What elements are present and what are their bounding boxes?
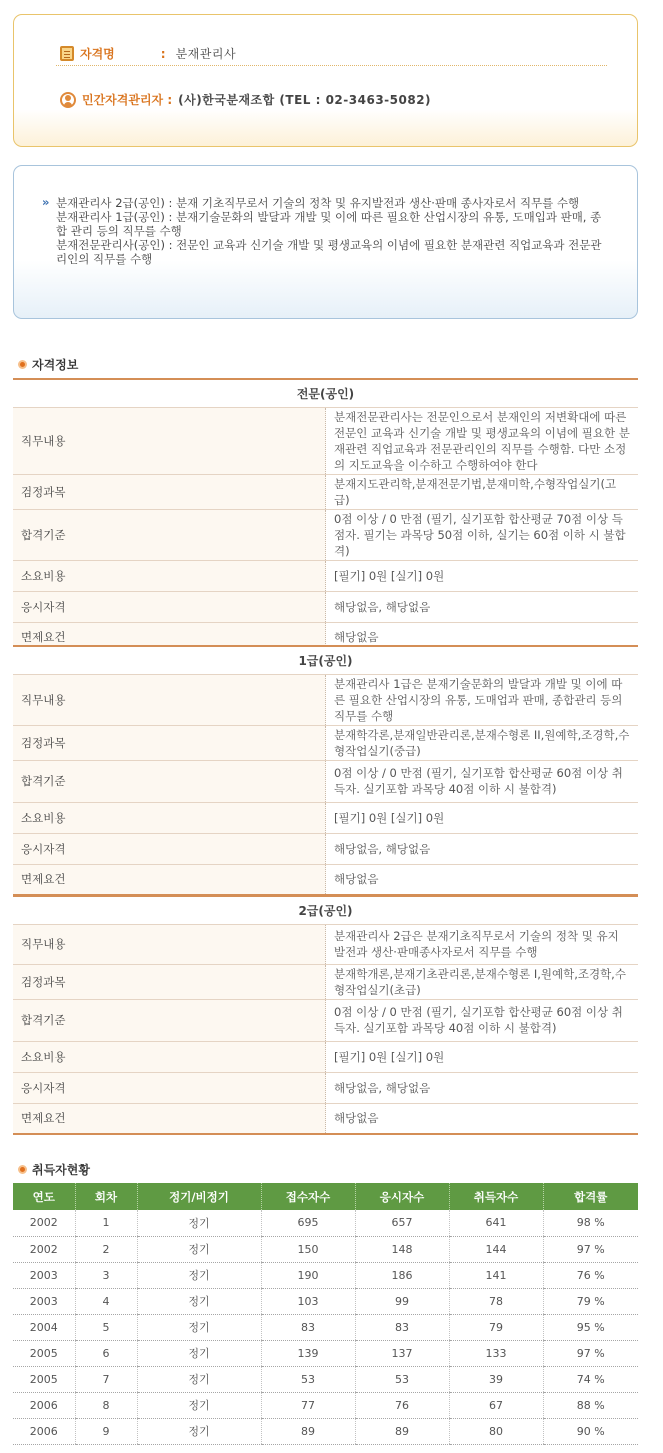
grade-row-value: 분재학각론,분재일반관리론,분재수형론 II,원예학,조경학,수형작업실기(중급): [326, 725, 639, 760]
stats-cell: 141: [449, 1262, 543, 1288]
stats-cell: 39: [449, 1366, 543, 1392]
grade-row-value: 분재지도관리학,분재전문기법,분재미학,수형작업실기(고급): [326, 474, 639, 509]
stats-header-cell: 합격률: [543, 1183, 638, 1210]
grade-row-label: 응시자격: [13, 1072, 326, 1103]
stats-cell: 정기: [137, 1314, 261, 1340]
qualification-section-label: 자격정보: [32, 358, 79, 372]
grade-row-value: 분재전문관리사는 전문인으로서 분재인의 저변확대에 따른 전문인 교육과 신기술 개발 및 평생교육의 이념에 필요한 분재관련 직업교육과 전문관리인의 직무를 수행함. 다만 소정의 지도교육을 이수하고 수행하여야 한다: [326, 407, 639, 474]
user-icon: [60, 92, 76, 108]
grade-row-value: 0점 이상 / 0 만점 (필기, 실기포함 합산평균 60점 이상 취득자. 실기포함 과목당 40점 이하 시 불합격): [326, 999, 639, 1041]
grade-row-label: 직무내용: [13, 407, 326, 474]
grade-row-value: 해당없음, 해당없음: [326, 833, 639, 864]
grade-row: [13, 1072, 638, 1103]
stats-cell: 80: [449, 1418, 543, 1444]
stats-cell: 103: [261, 1288, 355, 1314]
stats-cell: 77: [261, 1392, 355, 1418]
description-item: 분재전문관리사(공인) : 전문인 교육과 신기술 개발 및 평생교육의 이념에 필요한 분재관련 직업교육과 전문관리인의 직무를 수행: [56, 238, 602, 266]
cert-name-row: [60, 45, 236, 62]
stats-header-cell: 연도: [13, 1183, 75, 1210]
stats-cell: 2002: [13, 1210, 75, 1236]
cert-name-value: 분재관리사: [175, 47, 237, 61]
grade-row: [13, 924, 638, 964]
stats-header-row: [13, 1183, 638, 1210]
stats-row: [13, 1314, 638, 1340]
document-icon: [60, 46, 74, 61]
grade-row-value: 0점 이상 / 0 만점 (필기, 실기포함 합산평균 70점 이상 득점자. 필기는 과목당 50점 이하, 실기는 60점 이하 시 불합격): [326, 509, 639, 560]
stats-cell: 89: [261, 1418, 355, 1444]
stats-cell: 144: [449, 1236, 543, 1262]
stats-row: [13, 1366, 638, 1392]
stats-header-cell: 응시자수: [355, 1183, 449, 1210]
grade-row-label: 검정과목: [13, 474, 326, 509]
grade-row-label: 면제요건: [13, 622, 326, 653]
cert-name-label: 자격명: [80, 47, 115, 61]
stats-cell: 90 %: [543, 1418, 638, 1444]
stats-cell: 190: [261, 1262, 355, 1288]
stats-cell: 98 %: [543, 1210, 638, 1236]
stats-cell: 5: [75, 1314, 137, 1340]
stats-cell: 2003: [13, 1262, 75, 1288]
stats-cell: 6: [75, 1340, 137, 1366]
grade-row-label: 직무내용: [13, 674, 326, 725]
manager-value: (사)한국분재조합 (TEL : 02-3463-5082): [178, 93, 432, 107]
stats-cell: 95 %: [543, 1314, 638, 1340]
cert-name-separator: :: [160, 46, 166, 61]
stats-cell: 133: [449, 1340, 543, 1366]
stats-cell: 79: [449, 1314, 543, 1340]
grade-row-label: 소요비용: [13, 1041, 326, 1072]
stats-cell: 4: [75, 1288, 137, 1314]
grade-row-label: 합격기준: [13, 509, 326, 560]
stats-cell: 186: [355, 1262, 449, 1288]
grade-row-label: 면제요건: [13, 1103, 326, 1134]
stats-row: [13, 1236, 638, 1262]
certification-info-box: [13, 14, 638, 147]
stats-cell: 76: [355, 1392, 449, 1418]
stats-header-cell: 접수자수: [261, 1183, 355, 1210]
stats-cell: 89: [355, 1418, 449, 1444]
stats-cell: 78: [449, 1288, 543, 1314]
stats-cell: 2004: [13, 1314, 75, 1340]
stats-cell: 2: [75, 1236, 137, 1262]
stats-cell: 695: [261, 1210, 355, 1236]
stats-cell: 53: [355, 1366, 449, 1392]
grade-row-value: 해당없음, 해당없음: [326, 1072, 639, 1103]
stats-table-body: [13, 1210, 638, 1444]
grade-row-label: 응시자격: [13, 591, 326, 622]
stats-cell: 정기: [137, 1418, 261, 1444]
stats-row: [13, 1340, 638, 1366]
stats-cell: 641: [449, 1210, 543, 1236]
grade-row-value: 분재관리사 2급은 분재기초직무로서 기술의 정착 및 유지 발전과 생산·판매종사자로서 직무를 수행: [326, 924, 639, 964]
section-bullet-icon: [18, 1165, 27, 1174]
stats-cell: 657: [355, 1210, 449, 1236]
grade-table-level1: [13, 645, 638, 896]
stats-cell: 2006: [13, 1392, 75, 1418]
grade-row: [13, 999, 638, 1041]
grade-row-value: [필기] 0원 [실기] 0원: [326, 802, 639, 833]
stats-row: [13, 1288, 638, 1314]
manager-row: [60, 91, 431, 108]
stats-cell: 97 %: [543, 1340, 638, 1366]
manager-label: 민간자격관리자 :: [82, 93, 173, 107]
grade-row-value: 0점 이상 / 0 만점 (필기, 실기포함 합산평균 60점 이상 취득자. 실기포함 과목당 40점 이하 시 불합격): [326, 760, 639, 802]
grade-row: [13, 509, 638, 560]
stats-cell: 67: [449, 1392, 543, 1418]
grade-row-label: 직무내용: [13, 924, 326, 964]
grade-row-label: 면제요건: [13, 864, 326, 895]
grade-row-value: 해당없음: [326, 864, 639, 895]
grade-row: [13, 560, 638, 591]
grade-row-value: 분재관리사 1급은 분재기술문화의 발달과 개발 및 이에 따른 필요한 산업시장의 유통, 도매업과 판매, 종합관리 등의 직무를 수행: [326, 674, 639, 725]
acquisition-stats-table: [13, 1183, 638, 1445]
stats-row: [13, 1418, 638, 1444]
stats-header-cell: 회차: [75, 1183, 137, 1210]
grade-row-label: 소요비용: [13, 802, 326, 833]
grade-row-value: [필기] 0원 [실기] 0원: [326, 560, 639, 591]
stats-cell: 137: [355, 1340, 449, 1366]
grade-row-label: 합격기준: [13, 999, 326, 1041]
grade-row: [13, 964, 638, 999]
stats-cell: 9: [75, 1418, 137, 1444]
grade-row: [13, 407, 638, 474]
grade-row-value: 해당없음: [326, 1103, 639, 1134]
grade-title: 전문(공인): [13, 379, 638, 407]
stats-cell: 1: [75, 1210, 137, 1236]
stats-cell: 139: [261, 1340, 355, 1366]
description-list: [42, 196, 612, 266]
grade-row-value: 분재학개론,분재기초관리론,분재수형론 I,원예학,조경학,수형작업실기(초급): [326, 964, 639, 999]
qualification-section-title: [18, 356, 78, 373]
grade-row: [13, 674, 638, 725]
stats-row: [13, 1210, 638, 1236]
stats-cell: 99: [355, 1288, 449, 1314]
description-item: 분재관리사 1급(공인) : 분재기술문화의 발달과 개발 및 이에 따른 필요한 산업시장의 유통, 도매입과 판매, 종합 관리 등의 직무를 수행: [56, 210, 602, 238]
grade-row: [13, 802, 638, 833]
stats-cell: 7: [75, 1366, 137, 1392]
grade-table-expert: [13, 378, 638, 654]
grade-row: [13, 864, 638, 895]
stats-cell: 정기: [137, 1366, 261, 1392]
grade-title: 2급(공인): [13, 896, 638, 924]
stats-cell: 97 %: [543, 1236, 638, 1262]
stats-cell: 83: [261, 1314, 355, 1340]
stats-cell: 정기: [137, 1262, 261, 1288]
grade-table-level2: [13, 895, 638, 1135]
stats-cell: 74 %: [543, 1366, 638, 1392]
stats-cell: 정기: [137, 1236, 261, 1262]
stats-cell: 8: [75, 1392, 137, 1418]
stats-row: [13, 1262, 638, 1288]
stats-cell: 79 %: [543, 1288, 638, 1314]
stats-header-cell: 정기/비정기: [137, 1183, 261, 1210]
grade-row: [13, 833, 638, 864]
stats-section-title: [18, 1161, 90, 1178]
stats-cell: 2002: [13, 1236, 75, 1262]
grade-row-value: 해당없음, 해당없음: [326, 591, 639, 622]
stats-cell: 정기: [137, 1340, 261, 1366]
grade-row: [13, 1041, 638, 1072]
grade-row-label: 합격기준: [13, 760, 326, 802]
grade-row: [13, 760, 638, 802]
stats-cell: 53: [261, 1366, 355, 1392]
grade-row-value: 해당없음: [326, 622, 639, 653]
stats-cell: 83: [355, 1314, 449, 1340]
stats-row: [13, 1392, 638, 1418]
grade-row-label: 검정과목: [13, 725, 326, 760]
stats-header-cell: 취득자수: [449, 1183, 543, 1210]
stats-cell: 88 %: [543, 1392, 638, 1418]
description-box: [13, 165, 638, 319]
section-bullet-icon: [18, 360, 27, 369]
stats-cell: 3: [75, 1262, 137, 1288]
stats-cell: 2003: [13, 1288, 75, 1314]
stats-cell: 정기: [137, 1288, 261, 1314]
grade-title: 1급(공인): [13, 646, 638, 674]
grade-row-value: [필기] 0원 [실기] 0원: [326, 1041, 639, 1072]
stats-cell: 정기: [137, 1210, 261, 1236]
stats-cell: 148: [355, 1236, 449, 1262]
stats-cell: 정기: [137, 1392, 261, 1418]
grade-row: [13, 1103, 638, 1134]
stats-cell: 150: [261, 1236, 355, 1262]
grade-row-label: 응시자격: [13, 833, 326, 864]
grade-row: [13, 725, 638, 760]
stats-cell: 2005: [13, 1340, 75, 1366]
stats-section-label: 취득자현황: [32, 1163, 90, 1177]
description-item: » 분재관리사 2급(공인) : 분재 기초직무로서 기술의 정착 및 유지발전과 생산·판매 종사자로서 직무를 수행: [42, 196, 612, 210]
stats-cell: 2006: [13, 1418, 75, 1444]
grade-row-label: 소요비용: [13, 560, 326, 591]
grade-row-label: 검정과목: [13, 964, 326, 999]
stats-cell: 76 %: [543, 1262, 638, 1288]
info-divider: [56, 65, 607, 66]
grade-row: [13, 591, 638, 622]
stats-cell: 2005: [13, 1366, 75, 1392]
grade-row: [13, 474, 638, 509]
